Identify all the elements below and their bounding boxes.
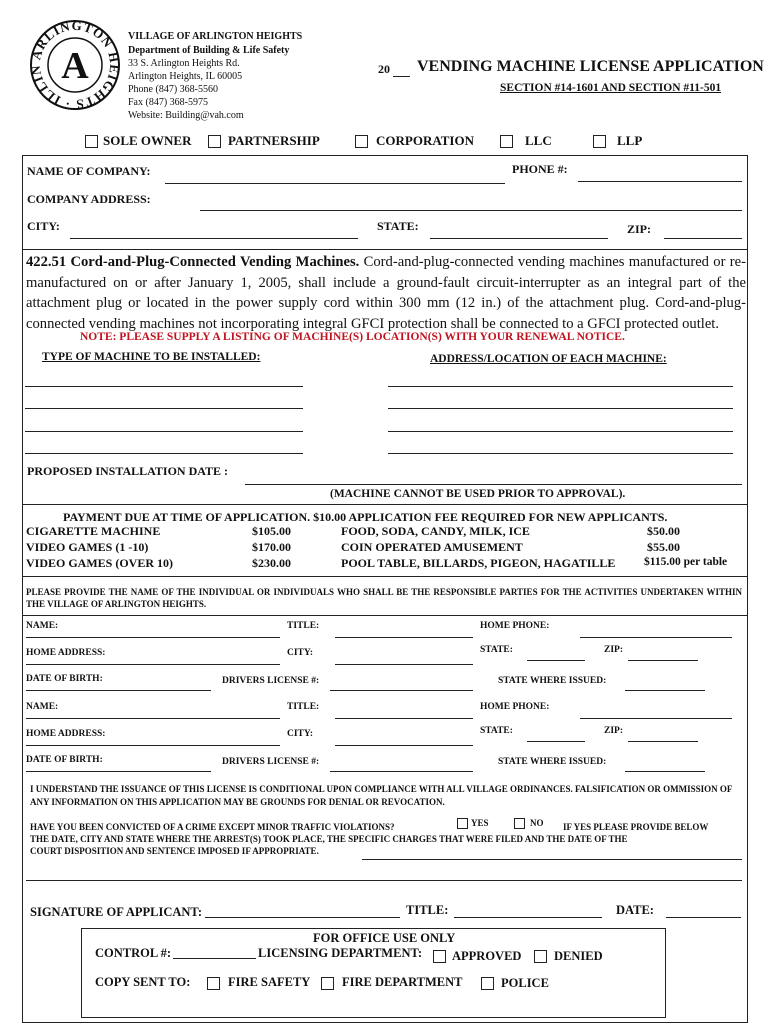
fire-safety-checkbox[interactable] xyxy=(207,977,220,990)
person1-dob-field[interactable] xyxy=(26,690,211,691)
conviction-no-checkbox[interactable] xyxy=(514,818,525,829)
person2-license-label: DRIVERS LICENSE #: xyxy=(222,757,320,767)
licensing-department-label: LICENSING DEPARTMENT: xyxy=(258,946,423,960)
person1-name-field[interactable] xyxy=(26,637,280,638)
person2-state-label: STATE: xyxy=(480,726,513,736)
person1-home-phone-field[interactable] xyxy=(580,637,732,638)
year-field[interactable] xyxy=(393,76,410,77)
person2-title-label: TITLE: xyxy=(287,702,320,712)
person1-city-label: CITY: xyxy=(287,648,314,658)
sole-owner-label: SOLE OWNER xyxy=(103,133,192,148)
company-zip-field[interactable] xyxy=(664,238,742,239)
address-line-1: 33 S. Arlington Heights Rd. xyxy=(128,58,240,69)
svg-text:A: A xyxy=(61,45,89,87)
police-checkbox[interactable] xyxy=(481,977,494,990)
signature-title-field[interactable] xyxy=(454,917,602,918)
code-heading: 422.51 Cord-and-Plug-Connected Vending Machines. xyxy=(26,254,360,270)
approved-label: APPROVED xyxy=(452,949,522,963)
renewal-note: NOTE: PLEASE SUPPLY A LISTING OF MACHINE(S) LOCATION(S) WITH YOUR RENEWAL NOTICE. xyxy=(80,331,625,343)
machine-type-field-3[interactable] xyxy=(25,431,303,432)
person2-state-issued-field[interactable] xyxy=(625,771,705,772)
section-divider xyxy=(22,249,748,250)
company-address-label: COMPANY ADDRESS: xyxy=(27,192,151,206)
person2-dob-label: DATE OF BIRTH: xyxy=(26,755,103,765)
corporation-label: CORPORATION xyxy=(376,133,474,148)
llp-label: LLP xyxy=(617,133,643,148)
control-number-field[interactable] xyxy=(173,958,256,959)
person1-license-field[interactable] xyxy=(330,690,473,691)
fees-divider-bottom xyxy=(22,576,748,577)
zip-label: ZIP: xyxy=(627,222,651,236)
person2-state-field[interactable] xyxy=(527,741,585,742)
company-address-field[interactable] xyxy=(200,210,742,211)
corporation-checkbox[interactable] xyxy=(355,135,368,148)
person1-home-phone-label: HOME PHONE: xyxy=(480,621,550,631)
machine-type-field-4[interactable] xyxy=(25,453,303,454)
svg-text:ARLINGTON HEIGHTS · ILLINOIS ·: ARLINGTON HEIGHTS · ILLIN xyxy=(28,18,122,112)
website-text: Website: Building@vah.com xyxy=(128,110,244,121)
office-use-heading: FOR OFFICE USE ONLY xyxy=(313,931,456,945)
denied-checkbox[interactable] xyxy=(534,950,547,963)
conviction-yes-checkbox[interactable] xyxy=(457,818,468,829)
machine-location-label: ADDRESS/LOCATION OF EACH MACHINE: xyxy=(430,353,667,365)
police-label: POLICE xyxy=(501,976,549,990)
partnership-label: PARTNERSHIP xyxy=(228,133,320,148)
person1-state-field[interactable] xyxy=(527,660,585,661)
fees-divider-top xyxy=(22,504,748,505)
year-prefix: 20 xyxy=(378,62,390,76)
company-city-field[interactable] xyxy=(70,238,358,239)
department-name: Department of Building & Life Safety xyxy=(128,45,290,56)
install-note: (MACHINE CANNOT BE USED PRIOR TO APPROVAL). xyxy=(330,488,626,500)
person2-state-issued-label: STATE WHERE ISSUED: xyxy=(498,757,607,767)
form-title: VENDING MACHINE LICENSE APPLICATION xyxy=(417,58,764,75)
machine-type-label: TYPE OF MACHINE TO BE INSTALLED: xyxy=(42,351,261,363)
city-label: CITY: xyxy=(27,219,60,233)
person1-state-issued-field[interactable] xyxy=(625,690,705,691)
responsible-parties-intro: PLEASE PROVIDE THE NAME OF THE INDIVIDUAL OR INDIVIDUALS WHO SHALL BE THE RESPONSIBLE PARTIES FOR THE ACTIVITIES UNDERTAKEN WITHIN THE VILLAGE OF ARLINGTON HEIGHTS. xyxy=(26,587,742,609)
conviction-details-field-1[interactable] xyxy=(362,859,742,860)
fee-item-name: FOOD, SODA, CANDY, MILK, ICE xyxy=(341,524,530,538)
person2-license-field[interactable] xyxy=(330,771,473,772)
install-date-field[interactable] xyxy=(245,484,742,485)
seal-logo xyxy=(28,18,122,112)
person1-license-label: DRIVERS LICENSE #: xyxy=(222,676,320,686)
persons-divider xyxy=(22,615,748,616)
copy-sent-to-label: COPY SENT TO: xyxy=(95,975,191,989)
fee-item-price: $55.00 xyxy=(647,540,680,554)
fee-item-name: COIN OPERATED AMUSEMENT xyxy=(341,540,523,554)
company-phone-field[interactable] xyxy=(578,181,742,182)
fee-item-price: $105.00 xyxy=(252,524,291,538)
code-paragraph xyxy=(26,252,746,334)
village-name: VILLAGE OF ARLINGTON HEIGHTS xyxy=(128,31,303,42)
install-date-label: PROPOSED INSTALLATION DATE : xyxy=(27,464,229,478)
person1-state-label: STATE: xyxy=(480,645,513,655)
machine-location-field-4[interactable] xyxy=(388,453,733,454)
person1-zip-label: ZIP: xyxy=(604,645,623,655)
code-body: Cord-and-plug-connected vending machines manufactured or re-manufactured on or after January 1, 2005, shall include a ground-fault circuit-interrupter as an integral part of the attachment plug or located in the power supply cord within 300 mm (12 in.) of the attachment plug. Cord-and-plug-connected vending machines not incorporating integral GFCI protection shall be connected to a GFCI protected outlet. xyxy=(26,254,746,332)
person1-title-field[interactable] xyxy=(335,637,473,638)
person1-home-address-field[interactable] xyxy=(26,664,280,665)
machine-location-field-1[interactable] xyxy=(388,386,733,387)
person2-home-phone-field[interactable] xyxy=(580,718,732,719)
state-label: STATE: xyxy=(377,219,419,233)
phone-label: PHONE #: xyxy=(512,162,568,176)
signature-title-label: TITLE: xyxy=(406,903,449,917)
person2-zip-field[interactable] xyxy=(628,741,698,742)
person2-home-phone-label: HOME PHONE: xyxy=(480,702,550,712)
village-seal xyxy=(28,18,122,112)
machine-type-field-1[interactable] xyxy=(25,386,303,387)
person2-title-field[interactable] xyxy=(335,718,473,719)
fax-text: Fax (847) 368-5975 xyxy=(128,97,208,108)
approved-checkbox[interactable] xyxy=(433,950,446,963)
fee-item-price: $230.00 xyxy=(252,556,291,570)
llc-label: LLC xyxy=(525,133,552,148)
company-name-label: NAME OF COMPANY: xyxy=(27,164,151,178)
signature-label: SIGNATURE OF APPLICANT: xyxy=(30,905,203,919)
fees-heading: PAYMENT DUE AT TIME OF APPLICATION. $10.00 APPLICATION FEE REQUIRED FOR NEW APPLICANTS. xyxy=(63,510,668,524)
conviction-details-field-2[interactable] xyxy=(26,880,742,881)
fee-item-price: $50.00 xyxy=(647,524,680,538)
company-state-field[interactable] xyxy=(430,238,608,239)
fee-item-name: CIGARETTE MACHINE xyxy=(26,524,161,538)
conviction-no-label: NO xyxy=(530,818,544,828)
company-name-field[interactable] xyxy=(165,183,505,184)
address-line-2: Arlington Heights, IL 60005 xyxy=(128,71,243,82)
fire-safety-label: FIRE SAFETY xyxy=(228,975,311,989)
compliance-statement: I UNDERSTAND THE ISSUANCE OF THIS LICENSE IS CONDITIONAL UPON COMPLIANCE WITH ALL VILLAGE ORDINANCES. FALSIFICATION OR OMMISSION OF ANY INFORMATION ON THIS APPLICATION MAY BE GROUNDS FOR DENIAL OR REVOCATION. xyxy=(30,784,733,807)
llc-checkbox[interactable] xyxy=(500,135,513,148)
conviction-instructions-line2: THE DATE, CITY AND STATE WHERE THE ARREST(S) TOOK PLACE, THE SPECIFIC CHARGES THAT WERE FILED AND THE DATE OF THE xyxy=(30,834,628,844)
fee-item-name: POOL TABLE, BILLARDS, PIGEON, HAGATILLE xyxy=(341,556,616,570)
person1-city-field[interactable] xyxy=(335,664,473,665)
conviction-instructions-line3: COURT DISPOSITION AND SENTENCE IMPOSED IF APPROPRIATE. xyxy=(30,846,319,856)
conviction-instructions: IF YES PLEASE PROVIDE BELOW xyxy=(563,822,709,832)
signature-date-label: DATE: xyxy=(616,903,654,917)
signature-date-field[interactable] xyxy=(666,917,741,918)
person1-title-label: TITLE: xyxy=(287,621,320,631)
denied-label: DENIED xyxy=(554,949,603,963)
person1-home-address-label: HOME ADDRESS: xyxy=(26,648,106,658)
person2-name-field[interactable] xyxy=(26,718,280,719)
person2-city-field[interactable] xyxy=(335,745,473,746)
fee-item-name: VIDEO GAMES (OVER 10) xyxy=(26,556,174,570)
control-number-label: CONTROL #: xyxy=(95,946,172,960)
person1-dob-label: DATE OF BIRTH: xyxy=(26,674,103,684)
person1-zip-field[interactable] xyxy=(628,660,698,661)
fee-item-name: VIDEO GAMES (1 -10) xyxy=(26,540,149,554)
machine-location-field-2[interactable] xyxy=(388,408,733,409)
person2-dob-field[interactable] xyxy=(26,771,211,772)
conviction-yes-label: YES xyxy=(471,818,489,828)
machine-location-field-3[interactable] xyxy=(388,431,733,432)
machine-type-field-2[interactable] xyxy=(25,408,303,409)
fee-item-price: $170.00 xyxy=(252,540,291,554)
fire-department-label: FIRE DEPARTMENT xyxy=(342,975,463,989)
person2-zip-label: ZIP: xyxy=(604,726,623,736)
person2-city-label: CITY: xyxy=(287,729,314,739)
sole-owner-checkbox[interactable] xyxy=(85,135,98,148)
phone-text: Phone (847) 368-5560 xyxy=(128,84,218,95)
llp-checkbox[interactable] xyxy=(593,135,606,148)
person1-name-label: NAME: xyxy=(26,621,59,631)
person2-home-address-field[interactable] xyxy=(26,745,280,746)
person2-name-label: NAME: xyxy=(26,702,59,712)
fire-department-checkbox[interactable] xyxy=(321,977,334,990)
person2-home-address-label: HOME ADDRESS: xyxy=(26,729,106,739)
signature-field[interactable] xyxy=(205,917,400,918)
section-reference: SECTION #14-1601 AND SECTION #11-501 xyxy=(500,82,722,94)
fee-item-price: $115.00 per table xyxy=(644,556,728,568)
conviction-question: HAVE YOU BEEN CONVICTED OF A CRIME EXCEPT MINOR TRAFFIC VIOLATIONS? xyxy=(30,822,395,832)
partnership-checkbox[interactable] xyxy=(208,135,221,148)
person1-state-issued-label: STATE WHERE ISSUED: xyxy=(498,676,607,686)
